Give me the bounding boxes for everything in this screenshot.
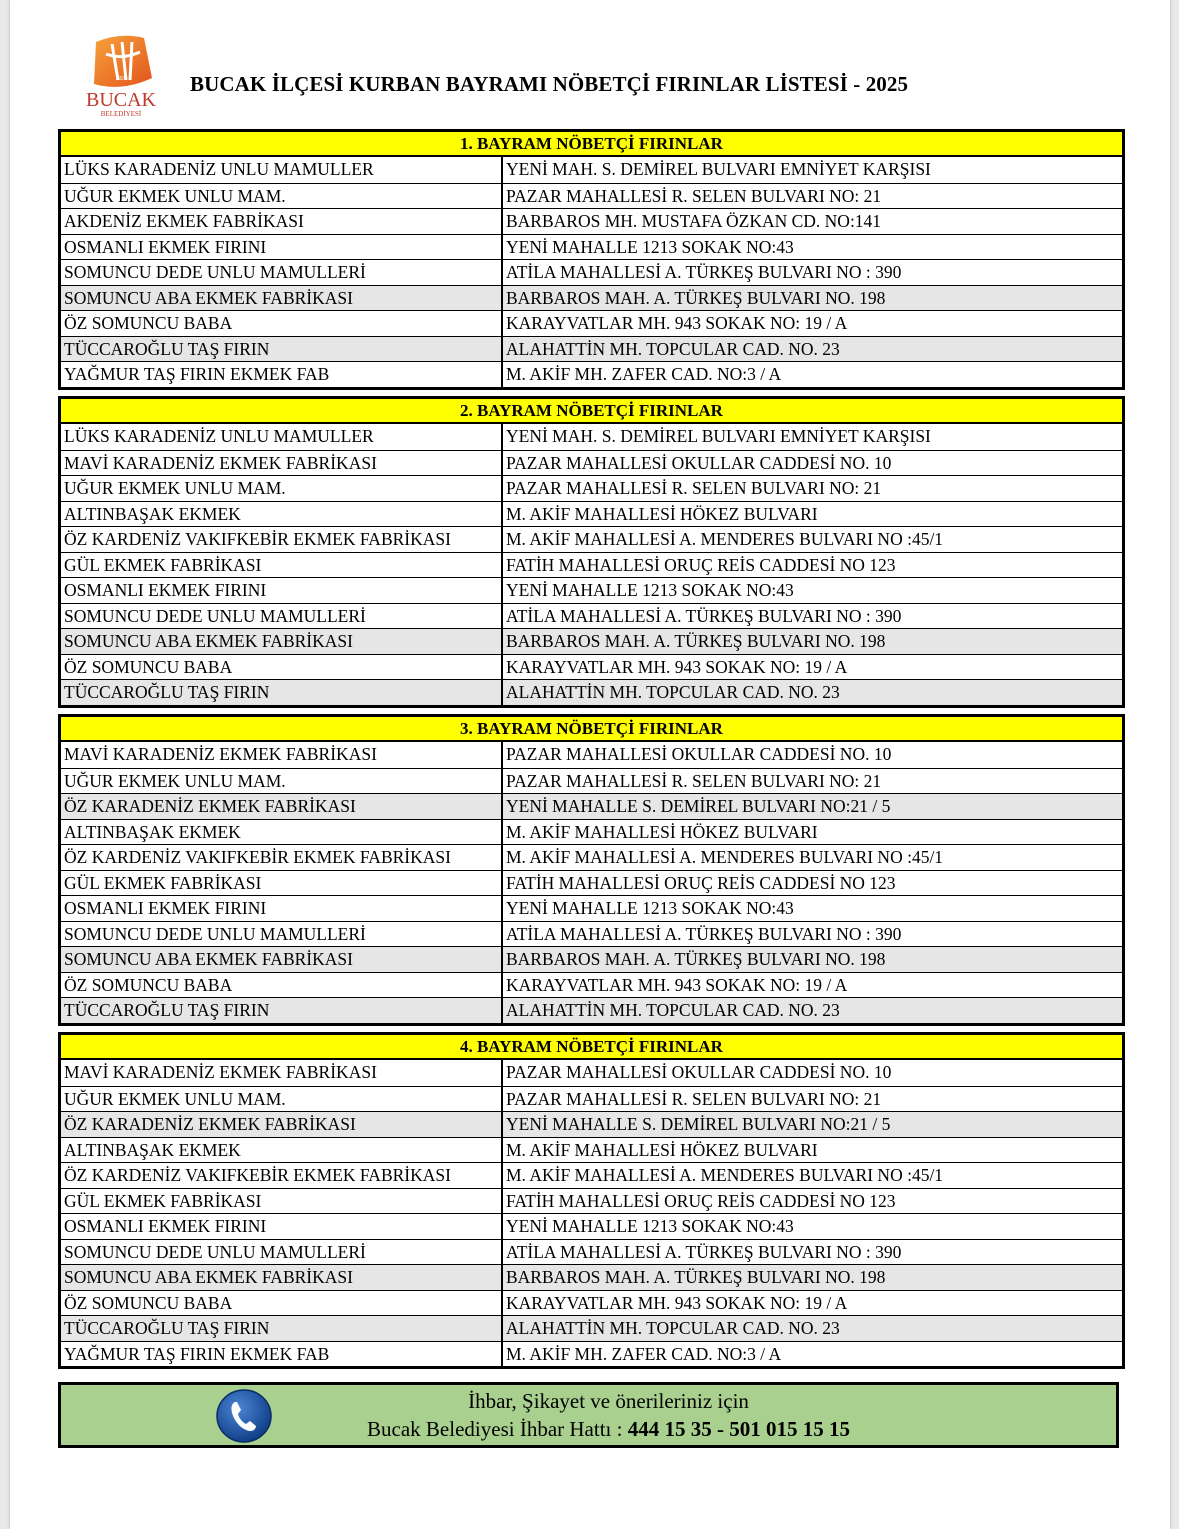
bakery-name: UĞUR EKMEK UNLU MAM. bbox=[61, 769, 503, 794]
bakery-name: ALTINBAŞAK EKMEK bbox=[61, 820, 503, 845]
bakery-address: KARAYVATLAR MH. 943 SOKAK NO: 19 / A bbox=[506, 974, 848, 995]
table-row bbox=[61, 742, 1122, 768]
bakery-address: FATİH MAHALLESİ ORUÇ REİS CADDESİ NO 123 bbox=[506, 872, 896, 893]
bakery-name: ÖZ SOMUNCU BABA bbox=[61, 311, 503, 336]
bakery-name: OSMANLI EKMEK FIRINI bbox=[61, 578, 503, 603]
table-row bbox=[61, 475, 1122, 501]
bakery-address: KARAYVATLAR MH. 943 SOKAK NO: 19 / A bbox=[506, 313, 848, 333]
table-row bbox=[61, 921, 1122, 947]
table-row bbox=[61, 1111, 1122, 1137]
bakery-name: TÜCCAROĞLU TAŞ FIRIN bbox=[61, 337, 503, 362]
table-row bbox=[61, 183, 1122, 209]
table-row bbox=[61, 157, 1122, 183]
bakery-name: ÖZ SOMUNCU BABA bbox=[61, 973, 503, 998]
bakery-name: OSMANLI EKMEK FIRINI bbox=[61, 1214, 503, 1239]
bakery-name: GÜL EKMEK FABRİKASI bbox=[61, 871, 503, 896]
section-header: 1. BAYRAM NÖBETÇİ FIRINLAR bbox=[61, 132, 1122, 157]
bakery-address: PAZAR MAHALLESİ R. SELEN BULVARI NO: 21 bbox=[506, 478, 882, 498]
bakery-section-3 bbox=[58, 714, 1125, 1026]
bakery-name: MAVİ KARADENİZ EKMEK FABRİKASI bbox=[61, 1060, 503, 1086]
bakery-address: YENİ MAHALLE 1213 SOKAK NO:43 bbox=[506, 580, 794, 600]
table-row bbox=[61, 679, 1122, 705]
table-row bbox=[61, 603, 1122, 629]
bakery-name: ALTINBAŞAK EKMEK bbox=[61, 1138, 503, 1163]
bakery-name: SOMUNCU DEDE UNLU MAMULLERİ bbox=[61, 260, 503, 285]
bakery-address: ALAHATTİN MH. TOPCULAR CAD. NO. 23 bbox=[506, 1000, 840, 1020]
bakery-address: M. AKİF MAHALLESİ HÖKEZ BULVARI bbox=[506, 821, 818, 842]
bakery-name: TÜCCAROĞLU TAŞ FIRIN bbox=[61, 1316, 503, 1341]
bakery-name: OSMANLI EKMEK FIRINI bbox=[61, 235, 503, 260]
bakery-address: YENİ MAHALLE 1213 SOKAK NO:43 bbox=[506, 898, 794, 918]
bakery-address: ALAHATTİN MH. TOPCULAR CAD. NO. 23 bbox=[506, 1318, 840, 1338]
table-row bbox=[61, 895, 1122, 921]
bakery-name: OSMANLI EKMEK FIRINI bbox=[61, 896, 503, 921]
table-row bbox=[61, 424, 1122, 450]
bakery-address: ATİLA MAHALLESİ A. TÜRKEŞ BULVARI NO : 390 bbox=[506, 605, 902, 626]
bakery-name: SOMUNCU DEDE UNLU MAMULLERİ bbox=[61, 604, 503, 629]
bakery-address: FATİH MAHALLESİ ORUÇ REİS CADDESİ NO 123 bbox=[506, 1190, 896, 1211]
bakery-address: BARBAROS MAH. A. TÜRKEŞ BULVARI NO. 198 bbox=[506, 949, 886, 969]
table-row bbox=[61, 526, 1122, 552]
table-row bbox=[61, 1162, 1122, 1188]
bakery-address: M. AKİF MAHALLESİ HÖKEZ BULVARI bbox=[506, 1139, 818, 1160]
bakery-address: ATİLA MAHALLESİ A. TÜRKEŞ BULVARI NO : 390 bbox=[506, 262, 902, 282]
bakery-section-2 bbox=[58, 396, 1125, 708]
bakery-address: KARAYVATLAR MH. 943 SOKAK NO: 19 / A bbox=[506, 656, 848, 677]
section-header: 2. BAYRAM NÖBETÇİ FIRINLAR bbox=[61, 399, 1122, 424]
bakery-name: YAĞMUR TAŞ FIRIN EKMEK FAB bbox=[61, 1342, 503, 1367]
table-row bbox=[61, 234, 1122, 260]
bakery-name: ÖZ KARADENİZ EKMEK FABRİKASI bbox=[61, 1112, 503, 1137]
table-row bbox=[61, 654, 1122, 680]
bakery-address: ALAHATTİN MH. TOPCULAR CAD. NO. 23 bbox=[506, 338, 840, 359]
table-row bbox=[61, 1060, 1122, 1086]
table-row bbox=[61, 1290, 1122, 1316]
bakery-address: BARBAROS MAH. A. TÜRKEŞ BULVARI NO. 198 bbox=[506, 1267, 886, 1287]
table-row bbox=[61, 1213, 1122, 1239]
bakery-name: SOMUNCU ABA EKMEK FABRİKASI bbox=[61, 1265, 503, 1290]
table-row bbox=[61, 285, 1122, 311]
table-row bbox=[61, 768, 1122, 794]
table-row bbox=[61, 208, 1122, 234]
bakery-address: YENİ MAH. S. DEMİREL BULVARI EMNİYET KARŞISI bbox=[506, 159, 931, 179]
bakery-address: ATİLA MAHALLESİ A. TÜRKEŞ BULVARI NO : 390 bbox=[506, 1241, 902, 1262]
table-row bbox=[61, 501, 1122, 527]
bakery-section-4 bbox=[58, 1032, 1125, 1369]
bakery-name: UĞUR EKMEK UNLU MAM. bbox=[61, 1087, 503, 1112]
bakery-name: TÜCCAROĞLU TAŞ FIRIN bbox=[61, 680, 503, 705]
bakery-address: M. AKİF MAHALLESİ HÖKEZ BULVARI bbox=[506, 503, 818, 524]
bakery-name: ÖZ SOMUNCU BABA bbox=[61, 655, 503, 680]
table-row bbox=[61, 819, 1122, 845]
bakery-address: KARAYVATLAR MH. 943 SOKAK NO: 19 / A bbox=[506, 1292, 848, 1313]
bakery-address: PAZAR MAHALLESİ R. SELEN BULVARI NO: 21 bbox=[506, 770, 882, 791]
bakery-address: PAZAR MAHALLESİ R. SELEN BULVARI NO: 21 bbox=[506, 185, 882, 206]
bakery-name: UĞUR EKMEK UNLU MAM. bbox=[61, 476, 503, 501]
svg-text:BUCAK: BUCAK bbox=[85, 89, 157, 111]
table-row bbox=[61, 1239, 1122, 1265]
footer-line-1: İhbar, Şikayet ve önerileriniz için bbox=[468, 1389, 749, 1413]
bakery-name: TÜCCAROĞLU TAŞ FIRIN bbox=[61, 998, 503, 1023]
document-page bbox=[10, 0, 1170, 1529]
bakery-address: YENİ MAHALLE 1213 SOKAK NO:43 bbox=[506, 236, 794, 257]
bakery-name: SOMUNCU ABA EKMEK FABRİKASI bbox=[61, 629, 503, 654]
bakery-name: AKDENİZ EKMEK FABRİKASI bbox=[61, 209, 503, 234]
bakery-address: YENİ MAHALLE 1213 SOKAK NO:43 bbox=[506, 1216, 794, 1236]
footer-line-2 bbox=[61, 1417, 1116, 1442]
bakery-name: MAVİ KARADENİZ EKMEK FABRİKASI bbox=[61, 742, 503, 768]
table-row bbox=[61, 361, 1122, 387]
bakery-name: ÖZ KARADENİZ EKMEK FABRİKASI bbox=[61, 794, 503, 819]
table-row bbox=[61, 972, 1122, 998]
bakery-name: YAĞMUR TAŞ FIRIN EKMEK FAB bbox=[61, 362, 503, 387]
table-row bbox=[61, 336, 1122, 362]
bakery-name: ÖZ SOMUNCU BABA bbox=[61, 1291, 503, 1316]
bakery-address: M. AKİF MH. ZAFER CAD. NO:3 / A bbox=[506, 364, 782, 384]
bakery-address: M. AKİF MAHALLESİ A. MENDERES BULVARI NO :45/1 bbox=[506, 1165, 944, 1185]
bakery-name: MAVİ KARADENİZ EKMEK FABRİKASI bbox=[61, 451, 503, 476]
bakery-name: SOMUNCU ABA EKMEK FABRİKASI bbox=[61, 286, 503, 311]
table-row bbox=[61, 259, 1122, 285]
bakery-name: ÖZ KARDENİZ VAKIFKEBİR EKMEK FABRİKASI bbox=[61, 527, 503, 552]
bakery-name: SOMUNCU DEDE UNLU MAMULLERİ bbox=[61, 1240, 503, 1265]
bakery-address: M. AKİF MAHALLESİ A. MENDERES BULVARI NO :45/1 bbox=[506, 529, 944, 549]
page-title: BUCAK İLÇESİ KURBAN BAYRAMI NÖBETÇİ FIRINLAR LİSTESİ - 2025 bbox=[190, 72, 909, 96]
bakery-name: ÖZ KARDENİZ VAKIFKEBİR EKMEK FABRİKASI bbox=[61, 1163, 503, 1188]
table-row bbox=[61, 577, 1122, 603]
bakery-address: PAZAR MAHALLESİ OKULLAR CADDESİ NO. 10 bbox=[506, 452, 892, 473]
svg-text:1928: 1928 bbox=[115, 76, 127, 82]
complaint-hotline-footer bbox=[58, 1382, 1119, 1448]
table-row bbox=[61, 1188, 1122, 1214]
table-row bbox=[61, 1086, 1122, 1112]
bakery-address: M. AKİF MAHALLESİ A. MENDERES BULVARI NO :45/1 bbox=[506, 847, 944, 867]
bakery-address: ALAHATTİN MH. TOPCULAR CAD. NO. 23 bbox=[506, 682, 840, 702]
bakery-address: BARBAROS MAH. A. TÜRKEŞ BULVARI NO. 198 bbox=[506, 631, 886, 651]
table-row bbox=[61, 870, 1122, 896]
bakery-address: YENİ MAHALLE S. DEMİREL BULVARI NO:21 / 5 bbox=[506, 796, 891, 816]
table-row bbox=[61, 844, 1122, 870]
bakery-name: LÜKS KARADENİZ UNLU MAMULLER bbox=[61, 424, 503, 450]
hotline-phone-numbers: 444 15 35 - 501 015 15 15 bbox=[627, 1417, 850, 1441]
section-header: 4. BAYRAM NÖBETÇİ FIRINLAR bbox=[61, 1035, 1122, 1060]
bakery-name: GÜL EKMEK FABRİKASI bbox=[61, 1189, 503, 1214]
bakery-address: YENİ MAH. S. DEMİREL BULVARI EMNİYET KARŞISI bbox=[506, 426, 931, 446]
bakery-name: SOMUNCU ABA EKMEK FABRİKASI bbox=[61, 947, 503, 972]
bakery-address: BARBAROS MAH. A. TÜRKEŞ BULVARI NO. 198 bbox=[506, 287, 886, 308]
bakery-name: UĞUR EKMEK UNLU MAM. bbox=[61, 184, 503, 209]
table-row bbox=[61, 1264, 1122, 1290]
bakery-name: SOMUNCU DEDE UNLU MAMULLERİ bbox=[61, 922, 503, 947]
bucak-municipality-logo bbox=[82, 30, 160, 122]
bakery-address: M. AKİF MH. ZAFER CAD. NO:3 / A bbox=[506, 1343, 782, 1364]
table-row bbox=[61, 552, 1122, 578]
hotline-label: Bucak Belediyesi İhbar Hattı : bbox=[367, 1417, 628, 1441]
bakery-name: LÜKS KARADENİZ UNLU MAMULLER bbox=[61, 157, 503, 183]
table-row bbox=[61, 310, 1122, 336]
table-row bbox=[61, 450, 1122, 476]
table-row bbox=[61, 1137, 1122, 1163]
bakery-name: ALTINBAŞAK EKMEK bbox=[61, 502, 503, 527]
section-header: 3. BAYRAM NÖBETÇİ FIRINLAR bbox=[61, 717, 1122, 742]
table-row bbox=[61, 628, 1122, 654]
svg-text:BELEDİYESİ: BELEDİYESİ bbox=[100, 110, 142, 118]
table-row bbox=[61, 946, 1122, 972]
bakery-name: GÜL EKMEK FABRİKASI bbox=[61, 553, 503, 578]
bakery-section-1 bbox=[58, 129, 1125, 390]
bakery-address: PAZAR MAHALLESİ R. SELEN BULVARI NO: 21 bbox=[506, 1088, 882, 1109]
bakery-address: PAZAR MAHALLESİ OKULLAR CADDESİ NO. 10 bbox=[506, 1062, 892, 1082]
bakery-address: YENİ MAHALLE S. DEMİREL BULVARI NO:21 / 5 bbox=[506, 1114, 891, 1134]
table-row bbox=[61, 1315, 1122, 1341]
bakery-address: PAZAR MAHALLESİ OKULLAR CADDESİ NO. 10 bbox=[506, 744, 892, 764]
table-row bbox=[61, 997, 1122, 1023]
bakery-address: ATİLA MAHALLESİ A. TÜRKEŞ BULVARI NO : 390 bbox=[506, 923, 902, 944]
table-row bbox=[61, 793, 1122, 819]
bakery-address: FATİH MAHALLESİ ORUÇ REİS CADDESİ NO 123 bbox=[506, 554, 896, 575]
table-row bbox=[61, 1341, 1122, 1367]
bakery-address: BARBAROS MH. MUSTAFA ÖZKAN CD. NO:141 bbox=[506, 211, 882, 231]
bakery-name: ÖZ KARDENİZ VAKIFKEBİR EKMEK FABRİKASI bbox=[61, 845, 503, 870]
